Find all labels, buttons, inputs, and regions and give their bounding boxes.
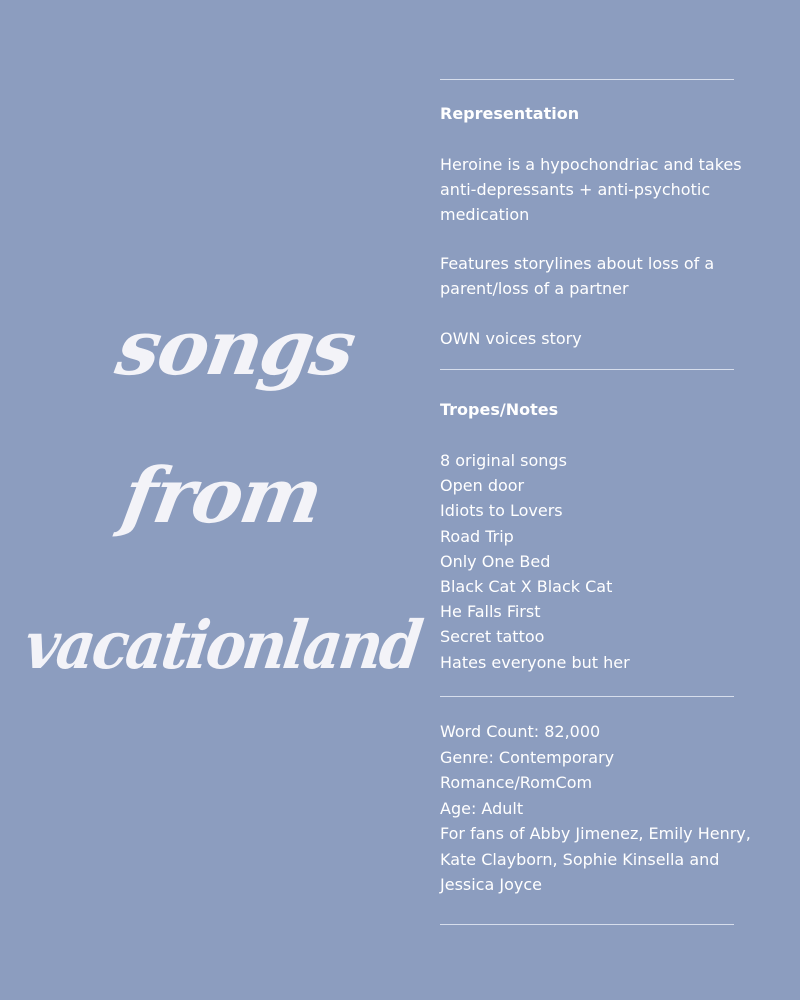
book-details: [440, 719, 751, 898]
comps-line: For fans of Abby Jimenez, Emily Henry,: [440, 824, 751, 843]
representation-paragraph-3: [440, 326, 582, 351]
trope-item: 8 original songs: [440, 451, 567, 470]
representation-line: OWN voices story: [440, 329, 582, 348]
comps-line: Kate Clayborn, Sophie Kinsella and: [440, 849, 720, 869]
trope-item: Black Cat X Black Cat: [440, 577, 613, 597]
trope-item: He Falls First: [440, 602, 541, 622]
representation-line: parent/loss of a partner: [440, 279, 629, 298]
trope-item: Hates everyone but her: [440, 652, 630, 672]
trope-item: Only One Bed: [440, 551, 551, 571]
tropes-list: [440, 448, 630, 675]
title-word-vacationland: vacationland: [19, 606, 425, 684]
divider-representation-tropes: [440, 369, 734, 370]
representation-line: anti-depressants + anti-psychotic: [440, 180, 711, 199]
genre-line: Romance/RomCom: [440, 773, 593, 792]
divider-top: [440, 79, 734, 80]
age-line: Age: Adult: [440, 798, 524, 818]
representation-line: Features storylines about loss of a: [440, 254, 715, 273]
representation-heading: Representation: [440, 104, 580, 123]
representation-line: medication: [440, 205, 530, 224]
title-word-from: from: [116, 451, 328, 540]
tropes-heading: Tropes/Notes: [440, 400, 559, 419]
divider-tropes-details: [440, 696, 734, 697]
word-count: Word Count: 82,000: [440, 722, 601, 741]
trope-item: Idiots to Lovers: [440, 501, 563, 521]
trope-item: Secret tattoo: [440, 627, 545, 647]
representation-paragraph-1: [440, 152, 742, 227]
divider-bottom: [440, 924, 734, 925]
trope-item: Road Trip: [440, 526, 514, 546]
trope-item: Open door: [440, 476, 525, 496]
book-info-panel: [440, 0, 760, 1000]
representation-line: Heroine is a hypochondriac and takes: [440, 155, 742, 174]
genre-line: Genre: Contemporary: [440, 747, 615, 767]
representation-paragraph-2: [440, 251, 714, 301]
title-word-songs: songs: [110, 303, 361, 392]
comps-line: Jessica Joyce: [440, 875, 542, 894]
